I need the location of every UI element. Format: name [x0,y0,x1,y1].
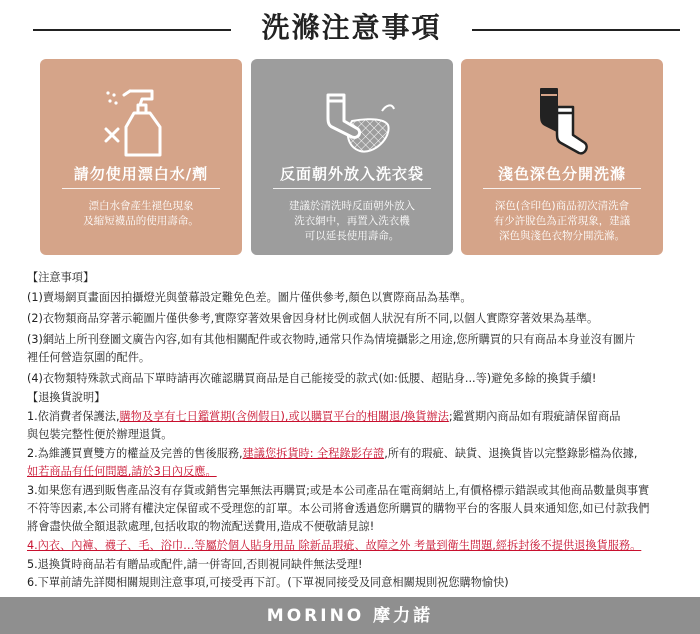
sock-laundry-bag-icon [251,81,453,163]
card-divider [483,188,641,189]
section-heading-notices: 【注意事項】 [27,271,95,284]
card-divider [62,188,220,189]
card-title: 淺色深色分開洗滌 [497,165,626,183]
card-laundry-bag [251,59,453,255]
brand-logo: MORINO 摩力諾 [266,606,434,626]
card-description: 深色(含印色)商品初次清洗會 有少許脫色為正常現象，建議 深色與淺色衣物分開洗滌。 [493,200,631,242]
highlighted-text: 如若商品有任何問題,請於3日內反應。 [27,465,217,478]
return-rule-text: 1.依消費者保護法, [27,410,120,423]
page-title: 洗滌注意事項 [261,11,442,44]
return-rule [27,447,637,461]
spray-bottle-icon [40,81,242,163]
return-rule: 3.如果您有遇到販售產品沒有存貨或銷售完畢無法再購買;或是本公司產品在電商網站上,有價格標示錯誤或其他商品數量與事實 [27,484,650,497]
footer-bar [0,597,700,634]
card-separate-colors [461,59,663,255]
return-rule-continued [27,465,217,479]
return-rule: 5.退換貨時商品若有贈品或配件,請一併寄回,否則視同缺件無法受理! [27,558,363,571]
card-description: 建議於清洗時反面朝外放入 洗衣網中，再置入洗衣機 可以延長使用壽命。 [289,200,415,242]
card-divider [273,188,431,189]
section-heading-returns: 【退換貨說明】 [27,391,106,404]
return-rule-text: 2.為維護買賣雙方的權益及完善的售後服務, [27,447,243,460]
note-item: (3)網站上所刊登圖文廣告內容,如有其他相關配件或衣物時,通常只作為情境攝影之用途,您所購買的只有商品本身並沒有圖片 [27,333,636,346]
return-rule-highlighted: 4.內衣、內褲、襪子、毛、浴巾…等屬於個人貼身用品 除新品瑕疵、故障之外 考量到衛生問題,經拆封後不提供退換貨服務。 [27,539,642,552]
highlighted-text: 購物及享有七日鑑賞期(含例假日),或以購買平台的相關退/換貨辦法 [119,410,449,423]
dark-light-socks-icon [461,81,663,163]
note-item: (2)衣物類商品穿著示範圖片僅供參考,實際穿著效果會因身材比例或個人狀況有所不同,以個人實際穿著效果為基準。 [27,312,599,325]
title-divider-right [472,29,680,31]
return-rule: 6.下單前請先詳閱相關規則注意事項,可接受再下訂。(下單視同接受及同意相關規則祝您購物愉快) [27,576,509,589]
return-rule-continued: 將會盡快做全額退款處理,包括收取的物流配送費用,造成不便敬請見諒! [27,520,375,533]
note-item: (1)賣場網頁畫面因拍攝燈光與螢幕設定難免色差。圖片僅供參考,顏色以實際商品為基準。 [27,291,472,304]
return-rule-continued: 與包裝完整性便於辦理退貨。 [27,428,173,441]
card-title: 請勿使用漂白水/劑 [73,165,209,183]
title-divider-left [33,29,231,31]
return-rule-text: ,所有的瑕疵、缺貨、退換貨皆以完整錄影檔為依據, [384,447,638,460]
card-no-bleach [40,59,242,255]
return-rule-continued: 不符等因素,本公司將有權決定保留或不受理您的訂單。本公司將會透過您所購買的購物平台的客服人員來通知您,如已付款我們 [27,502,650,515]
note-item-continued: 裡任何營造氛圍的配件。 [27,351,151,364]
title-row [0,6,700,52]
return-rule [27,410,620,424]
card-description: 漂白水會產生褪色現象 及縮短襪品的使用壽命。 [83,200,199,227]
return-rule-text: ;鑑賞期內商品如有瑕疵請保留商品 [448,410,621,423]
card-title: 反面朝外放入洗衣袋 [279,165,424,183]
note-item: (4)衣物類特殊款式商品下單時請再次確認購買商品是自己能接受的款式(如:低腰、超貼身...等)避免多餘的換貨手續! [27,372,597,385]
highlighted-text: 建議您拆貨時: 全程錄影存證 [242,447,385,460]
